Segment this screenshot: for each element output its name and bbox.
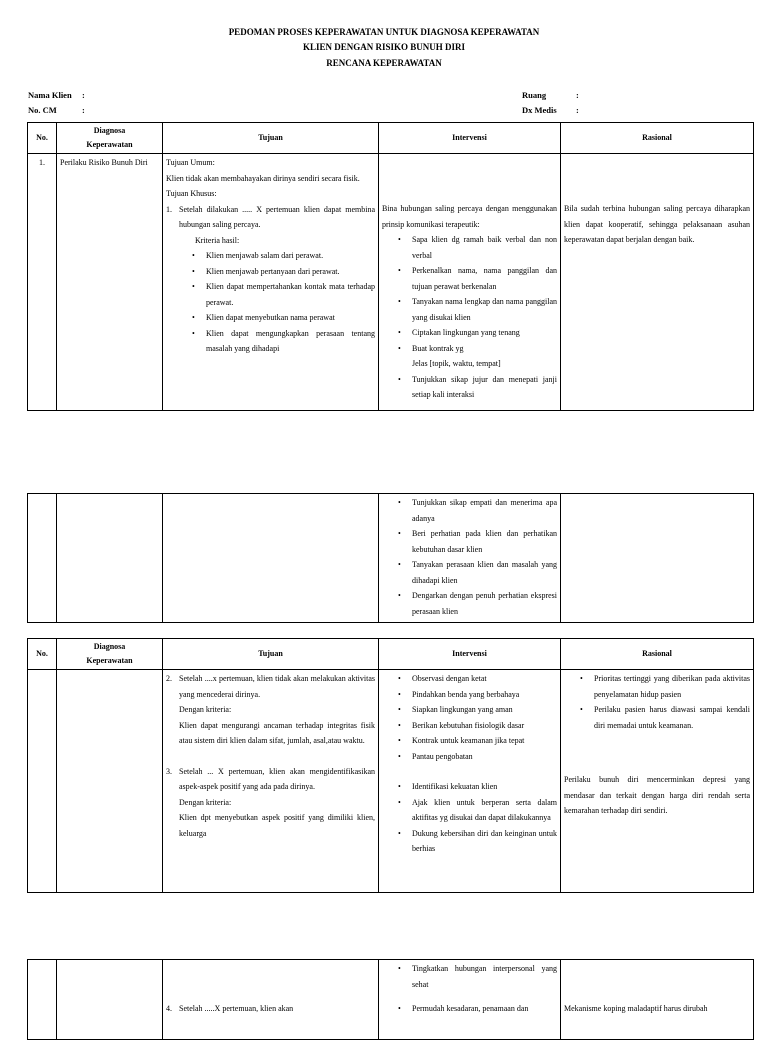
col-header-no: No. — [28, 123, 57, 154]
tujuan-khusus-3: 3. Setelah ... X pertemuan, klien akan mengidentifikasikan aspek-aspek positif yang ada pada dirinya. — [166, 766, 375, 791]
intervensi-cell — [379, 670, 561, 893]
intervensi-list — [382, 961, 557, 992]
list-item: • Perilaku pasien harus diawasi sampai kendali diri memadai untuk keamanan. — [564, 702, 750, 733]
no-cm-label: No. CM — [28, 105, 57, 115]
ruang-colon: : — [576, 90, 579, 100]
rasional-cell — [561, 960, 754, 1040]
col-header-tujuan: Tujuan — [163, 639, 379, 670]
care-plan-table-1 — [27, 122, 754, 411]
tujuan-umum-text: Klien tidak akan membahayakan dirinya sendiri secara fisik. — [166, 173, 360, 183]
nama-klien-colon: : — [82, 90, 85, 100]
rasional-text: Mekanisme koping maladaptif harus dirubah — [564, 1004, 708, 1013]
list-item: • Berikan kebutuhan fisiologik dasar — [382, 718, 557, 734]
list-item: • Dengarkan dengan penuh perhatian ekspresi perasaan klien — [382, 588, 557, 619]
list-item: • Perkenalkan nama, nama panggilan dan tujuan perawat berkenalan — [382, 263, 557, 294]
rasional-list — [564, 671, 750, 733]
diagnosa-cell: Perilaku Risiko Bunuh Diri — [57, 154, 163, 411]
rasional-text: Bila sudah terbina hubungan saling percaya diharapkan klien dapat kooperatif, sehingga pelaksanaan asuhan keperawatan dapat berjalan dengan baik. — [564, 204, 750, 244]
list-item: • Pantau pengobatan — [382, 749, 557, 765]
care-plan-table-4 — [27, 959, 754, 1040]
dx-medis-label: Dx Medis — [522, 105, 557, 115]
col-header-rasional: Rasional — [561, 123, 754, 154]
intervensi-extra: Jelas [topik, waktu, tempat] — [412, 359, 501, 368]
tujuan-cell — [163, 670, 379, 893]
list-item: • Tunjukkan sikap jujur dan menepati janji setiap kali interaksi — [382, 372, 557, 403]
list-item: • Kontrak untuk keamanan jika tepat — [382, 733, 557, 749]
dx-medis-colon: : — [576, 105, 579, 115]
doc-title-line-2: KLIEN DENGAN RISIKO BUNUH DIRI — [302, 42, 466, 52]
nama-klien-label: Nama Klien — [28, 90, 72, 100]
list-item: • Klien dapat menyebutkan nama perawat — [166, 310, 375, 326]
col-header-intervensi: Intervensi — [379, 639, 561, 670]
tujuan-khusus-2: 2. Setelah ....x pertemuan, klien tidak akan melakukan aktivitas yang mencederai dirinya. — [166, 674, 375, 699]
list-item: • Observasi dengan ketat — [382, 671, 557, 687]
list-item: • Tingkatkan hubungan interpersonal yang sehat — [382, 961, 557, 992]
col-header-tujuan: Tujuan — [163, 123, 379, 154]
intervensi-list — [382, 232, 557, 356]
list-item: • Siapkan lingkungan yang aman — [382, 702, 557, 718]
list-item: • Tunjukkan sikap empati dan menerima apa adanya — [382, 495, 557, 526]
doc-title-line-3: RENCANA KEPERAWATAN — [326, 58, 442, 68]
intervensi-cell — [379, 154, 561, 411]
col-header-diagnosa: Diagnosa Keperawatan — [57, 123, 163, 154]
no-cm-colon: : — [82, 105, 85, 115]
intervensi-intro: Bina hubungan saling percaya dengan menggunakan prinsip komunikasi terapeutik: — [382, 204, 557, 229]
list-item: • Tanyakan perasaan klien dan masalah yang dihadapi klien — [382, 557, 557, 588]
rasional-text: Perilaku bunuh diri mencerminkan depresi yang mendasar dan terkait dengan harga diri rendah serta kemarahan terhadap diri sendiri. — [564, 775, 750, 815]
tujuan-khusus-label: Tujuan Khusus: — [166, 189, 217, 198]
list-item: • Beri perhatian pada klien dan perhatikan kebutuhan dasar klien — [382, 526, 557, 557]
list-item: • Klien dapat mengungkapkan perasaan tentang masalah yang dihadapi — [166, 326, 375, 357]
row-number: 1. — [28, 154, 57, 411]
list-item: • Ciptakan lingkungan yang tenang — [382, 325, 557, 341]
rasional-cell — [561, 154, 754, 411]
ruang-label: Ruang — [522, 90, 547, 100]
intervensi-list — [382, 495, 557, 619]
list-item: • Klien dapat mempertahankan kontak mata terhadap perawat. — [166, 279, 375, 310]
list-item: • Sapa klien dg ramah baik verbal dan non verbal — [382, 232, 557, 263]
list-item: • Buat kontrak yg — [382, 341, 557, 357]
kriteria-label: Dengan kriteria: — [179, 797, 232, 807]
list-item: • Klien menjawab salam dari perawat. — [166, 248, 375, 264]
rasional-cell — [561, 670, 754, 893]
col-header-no: No. — [28, 639, 57, 670]
intervensi-cell — [379, 494, 561, 623]
care-plan-table-2 — [27, 493, 754, 623]
tujuan-cell — [163, 154, 379, 411]
kriteria-label: Dengan kriteria: — [179, 705, 232, 714]
list-item: • Permudah kesadaran, penamaan dan — [382, 1001, 557, 1017]
intervensi-cell — [379, 960, 561, 1040]
kriteria-list — [166, 248, 375, 357]
list-item: • Klien menjawab pertanyaan dari perawat. — [166, 264, 375, 280]
kriteria-text: Klien dapat mengurangi ancaman terhadap integritas fisik atau sistem diri klien dalam sifat, jumlah, asal,atau waktu. — [179, 720, 375, 745]
col-header-rasional: Rasional — [561, 639, 754, 670]
tujuan-khusus-1: 1. Setelah dilakukan ..... X pertemuan klien dapat membina hubungan saling percaya. — [166, 204, 375, 229]
tujuan-umum-label: Tujuan Umum: — [166, 158, 215, 167]
tujuan-khusus-4: 4. Setelah .....X pertemuan, klien akan — [166, 1004, 294, 1013]
kriteria-text: Klien dpt menyebutkan aspek positif yang dimiliki klien, keluarga — [179, 813, 375, 838]
care-plan-table-3 — [27, 638, 754, 893]
list-item: • Tanyakan nama lengkap dan nama panggilan yang disukai klien — [382, 294, 557, 325]
kriteria-hasil-label: Kriteria hasil: — [195, 235, 240, 245]
tujuan-cell — [163, 960, 379, 1040]
intervensi-list-a — [382, 671, 557, 764]
list-item: • Identifikasi kekuatan klien — [382, 779, 557, 795]
col-header-diagnosa: Diagnosa Keperawatan — [57, 639, 163, 670]
intervensi-list-b — [382, 779, 557, 857]
list-item: • Prioritas tertinggi yang diberikan pada aktivitas penyelamatan hidup pasien — [564, 671, 750, 702]
col-header-intervensi: Intervensi — [379, 123, 561, 154]
list-item: • Ajak klien untuk berperan serta dalam aktifitas yg disukai dan dapat dilakukannya — [382, 795, 557, 826]
list-item: • Pindahkan benda yang berbahaya — [382, 687, 557, 703]
list-item: • Dukung kebersihan diri dan keinginan untuk berhias — [382, 826, 557, 857]
doc-title-line-1: PEDOMAN PROSES KEPERAWATAN UNTUK DIAGNOSA KEPERAWATAN — [228, 27, 540, 37]
